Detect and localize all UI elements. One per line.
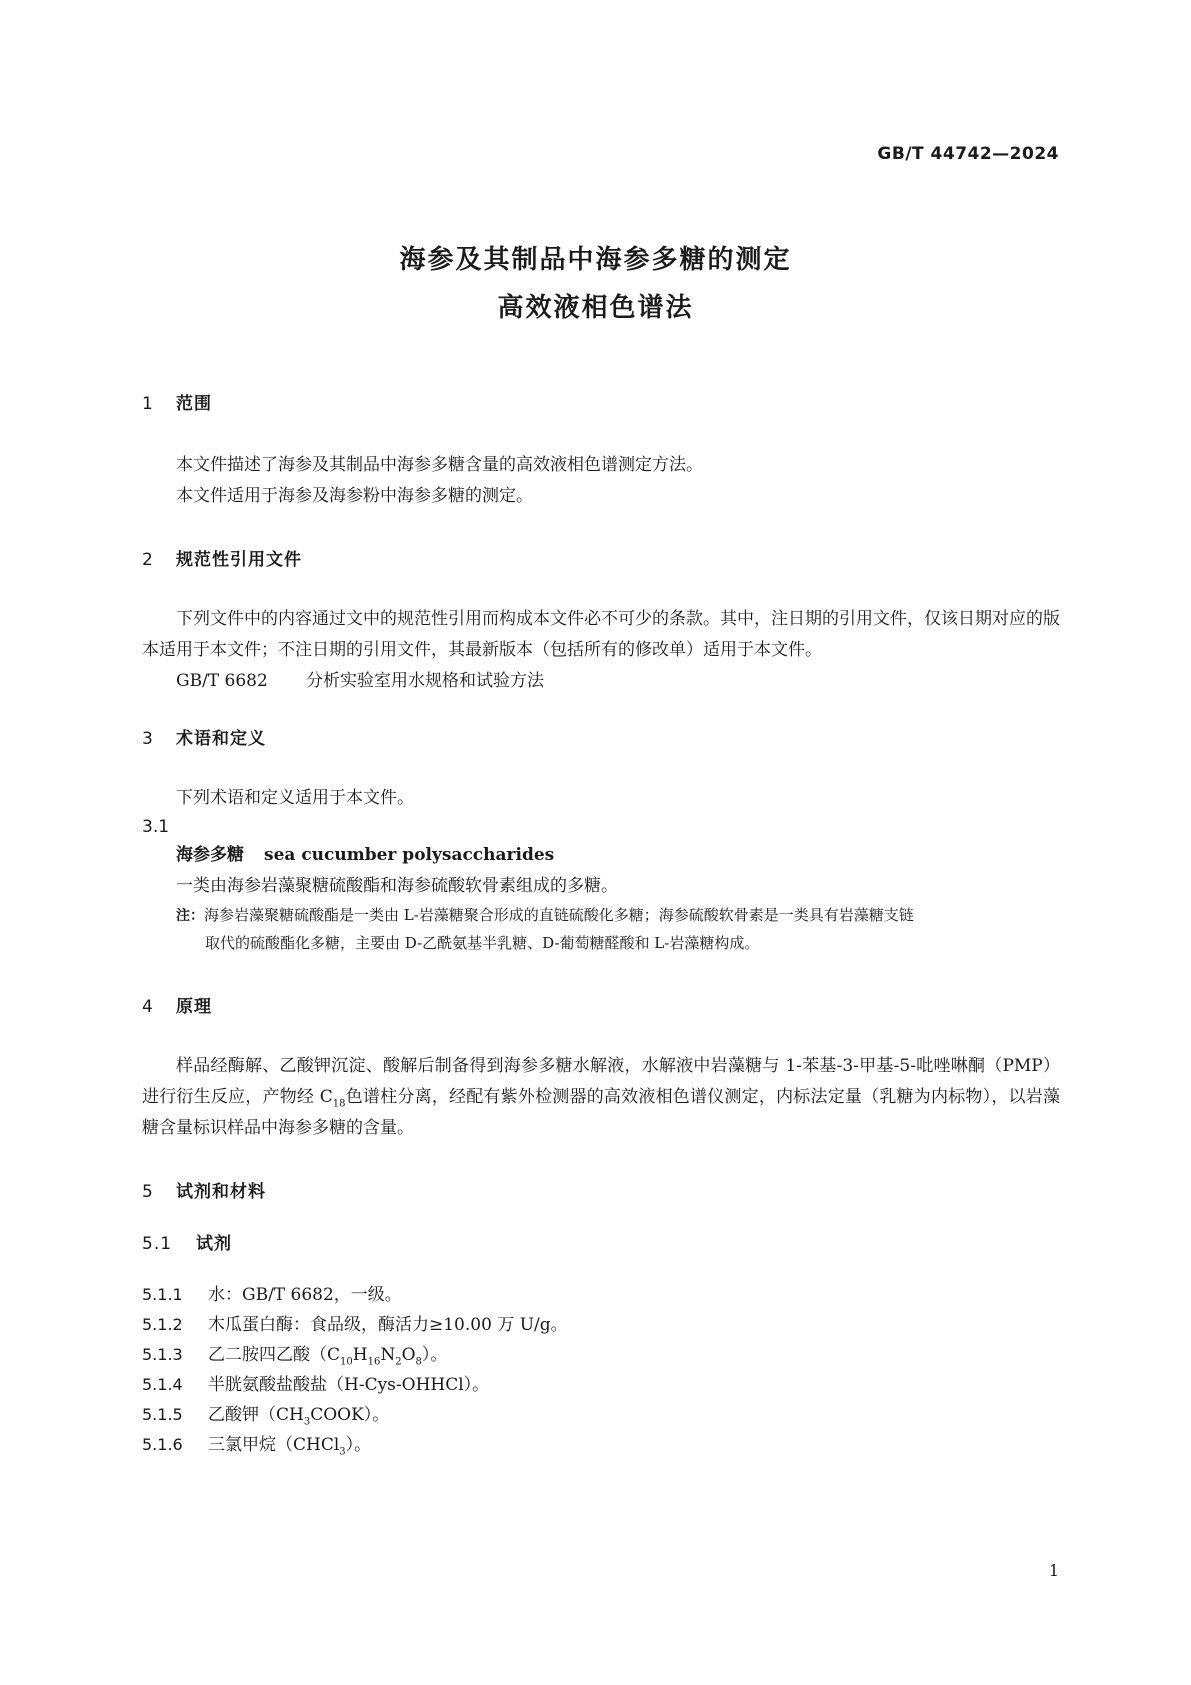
formula-part: N: [380, 1345, 396, 1365]
section-title: 试剂和材料: [176, 1182, 266, 1202]
section-1-heading: [142, 392, 1060, 416]
note-line-1: 海参岩藻聚糖硫酸酯是一类由 L-岩藻糖聚合形成的直链硫酸化多糖；海参硫酸软骨素是一类具有岩藻糖支链: [204, 906, 914, 924]
term-entry: [142, 840, 1060, 871]
reagent-item: [142, 1430, 1060, 1460]
standard-code: GB/T 44742—2024: [877, 144, 1059, 164]
terms-intro-paragraph: 下列术语和定义适用于本文件。: [176, 788, 414, 808]
reagent-item: [142, 1400, 1060, 1430]
section-number: 5: [142, 1182, 154, 1202]
section-4-heading: [142, 995, 1060, 1019]
section-number: 4: [142, 997, 154, 1017]
page-number: 1: [1048, 1561, 1059, 1580]
subsection-5-1-heading: [142, 1232, 1060, 1256]
note-label: 注：: [176, 908, 204, 924]
reagent-text: 三氯甲烷（CHCl: [208, 1435, 340, 1455]
term-chinese: 海参多糖: [176, 845, 244, 865]
reagent-item: [142, 1340, 1060, 1370]
reagent-text: 木瓜蛋白酶：食品级，酶活力≥10.00 万 U/g。: [208, 1315, 568, 1335]
term-english: sea cucumber polysaccharides: [264, 845, 555, 865]
formula-part: H: [352, 1345, 368, 1365]
formula-subscript: 8: [415, 1356, 422, 1368]
reagent-number: 5.1.5: [142, 1405, 183, 1424]
scope-paragraph-2: 本文件适用于海参及海参粉中海参多糖的测定。: [176, 486, 533, 506]
reagent-text: 乙二胺四乙酸（C: [208, 1345, 341, 1365]
formula-subscript: 3: [303, 1416, 311, 1428]
section-3-heading: [142, 727, 1060, 751]
note-line-2: 取代的硫酸酯化多糖，主要由 D-乙酰氨基半乳糖、D-葡萄糖醛酸和 L-岩藻糖构成。: [205, 934, 760, 952]
section-title: 范围: [176, 394, 212, 414]
principle-paragraph: [142, 1051, 1060, 1144]
reagent-number: 5.1.4: [142, 1375, 183, 1394]
subsection-title: 试剂: [196, 1234, 232, 1254]
formula-subscript: 2: [395, 1356, 402, 1368]
formula-subscript: 10: [340, 1356, 353, 1368]
formula-part: ）。: [421, 1345, 448, 1365]
reagent-text: 乙酸钾（CH: [208, 1405, 304, 1425]
formula-part: ）。: [345, 1435, 372, 1455]
section-number: 3: [142, 729, 154, 749]
document-body: [142, 392, 1060, 1460]
reagent-text: 半胱氨酸盐酸盐（H-Cys-OHHCl）。: [208, 1375, 490, 1395]
section-number: 1: [142, 394, 154, 414]
section-2-heading: [142, 548, 1060, 572]
subsection-number: 5.1: [142, 1234, 173, 1254]
section-title: 规范性引用文件: [176, 550, 302, 570]
term-definition: 一类由海参岩藻聚糖硫酸酯和海参硫酸软骨素组成的多糖。: [176, 876, 618, 896]
reference-code: GB/T 6682: [176, 671, 268, 691]
term-note: [142, 902, 1060, 957]
section-title: 原理: [176, 997, 212, 1017]
document-title-line1: 海参及其制品中海参多糖的测定: [399, 245, 792, 275]
section-number: 2: [142, 550, 154, 570]
formula-subscript: 3: [339, 1446, 346, 1458]
formula-subscript: 16: [367, 1356, 381, 1368]
formula-part: O: [401, 1345, 416, 1365]
principle-text-part1: 样品经酶解、乙酸钾沉淀、酸解后制备得到海参多糖水解液，水解液中岩藻糖与 1-苯基-3-甲基-5-吡唑啉酮（PMP）进行衍生反应，产物经 C: [142, 1056, 1060, 1107]
reagent-item: [142, 1370, 1060, 1400]
formula-part: COOK）。: [310, 1405, 390, 1425]
document-title-line2: 高效液相色谱法: [497, 293, 694, 323]
normative-references-paragraph: 下列文件中的内容通过文中的规范性引用而构成本文件必不可少的条款。其中，注日期的引用文件，仅该日期对应的版本适用于本文件；不注日期的引用文件，其最新版本（包括所有的修改单）适用于本文件。: [142, 609, 1060, 660]
term-number: 3.1: [142, 817, 170, 837]
reagent-text: 水：GB/T 6682，一级。: [208, 1285, 402, 1305]
section-5-heading: [142, 1180, 1060, 1204]
reference-entry: [142, 666, 1060, 697]
section-title: 术语和定义: [176, 729, 266, 749]
reagent-number: 5.1.1: [142, 1285, 183, 1304]
principle-subscript: 18: [332, 1098, 346, 1110]
scope-paragraph-1: 本文件描述了海参及其制品中海参多糖含量的高效液相色谱测定方法。: [176, 455, 703, 475]
reagent-item: [142, 1280, 1060, 1310]
reagent-number: 5.1.6: [142, 1435, 183, 1454]
reagent-number: 5.1.3: [142, 1345, 183, 1364]
principle-text-part2: 色谱柱分离，经配有紫外检测器的高效液相色谱仪测定，内标法定量（乳糖为内标物），以岩藻糖含量标识样品中海参多糖的含量。: [142, 1087, 1060, 1138]
reference-title: 分析实验室用水规格和试验方法: [306, 671, 544, 691]
reagent-number: 5.1.2: [142, 1315, 183, 1334]
reagent-item: [142, 1310, 1060, 1340]
